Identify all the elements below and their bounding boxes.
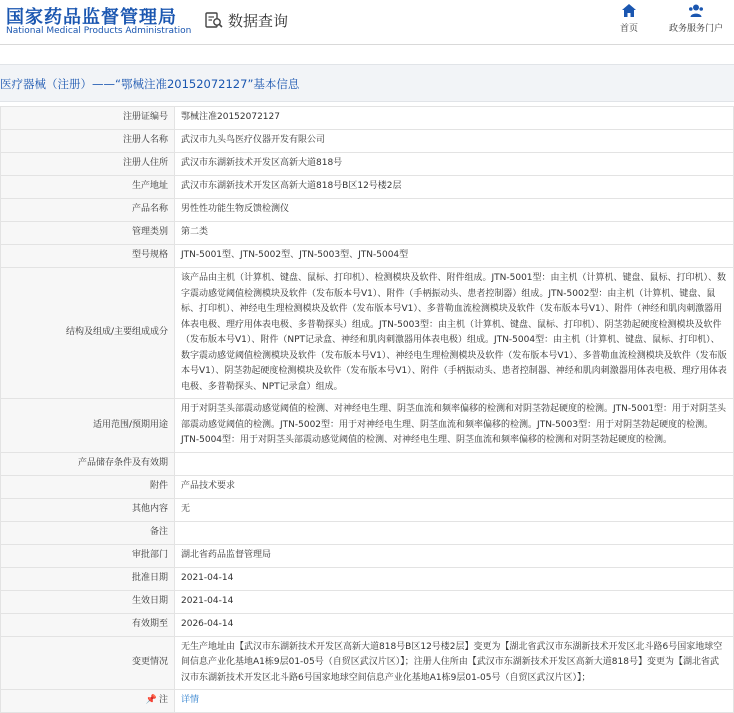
- row-label: 注册人住所: [1, 153, 175, 176]
- row-value: 武汉市东湖新技术开发区高新大道818号B区12号楼2层: [175, 176, 734, 199]
- pin-icon: 📌: [145, 695, 157, 706]
- nav-home[interactable]: [612, 4, 646, 34]
- row-value: 无: [175, 498, 734, 521]
- database-search-icon: [204, 10, 224, 30]
- row-label: 型号规格: [1, 245, 175, 268]
- row-value: 男性性功能生物反馈检测仪: [175, 199, 734, 222]
- table-row: [1, 498, 734, 521]
- row-label: 变更情况: [1, 636, 175, 690]
- table-row: [1, 222, 734, 245]
- page-title: 医疗器械（注册）——“鄂械注准20152072127”基本信息: [0, 77, 300, 91]
- nav-home-label: 首页: [619, 24, 638, 34]
- header-divider: [0, 44, 734, 45]
- row-value: [175, 521, 734, 544]
- row-label: 注册人名称: [1, 130, 175, 153]
- details-link[interactable]: 详情: [181, 695, 200, 706]
- row-value: 武汉市东湖新技术开发区高新大道818号: [175, 153, 734, 176]
- row-value: JTN-5001型、JTN-5002型、JTN-5003型、JTN-5004型: [175, 245, 734, 268]
- row-value: 湖北省药品监督管理局: [175, 544, 734, 567]
- logo-title[interactable]: 国家药品监督管理局: [6, 7, 177, 28]
- row-label: 审批部门: [1, 544, 175, 567]
- note-label: 注: [158, 695, 168, 706]
- table-row: [1, 567, 734, 590]
- nav-gov-portal[interactable]: [664, 4, 728, 34]
- home-icon: [622, 4, 636, 17]
- row-value: 2021-04-14: [175, 590, 734, 613]
- table-row: [1, 521, 734, 544]
- row-label: 注册证编号: [1, 107, 175, 130]
- table-row: [1, 690, 734, 713]
- table-row: [1, 130, 734, 153]
- row-value: 鄂械注准20152072127: [175, 107, 734, 130]
- row-value: 武汉市九头鸟医疗仪器开发有限公司: [175, 130, 734, 153]
- table-row: [1, 176, 734, 199]
- row-label: 生效日期: [1, 590, 175, 613]
- row-label: 结构及组成/主要组成成分: [1, 268, 175, 399]
- row-value: [175, 690, 734, 713]
- row-value: 无生产地址由【武汉市东湖新技术开发区高新大道818号B区12号楼2层】变更为【湖北省武汉市东湖新技术开发区北斗路6号国家地球空间信息产业化基地A1栋9层01-05号（自贸区武汉片区）】；注册人住所由【武汉市东湖新技术开发区高新大道818号】变更为【湖北省武汉市东湖新技术开发区北斗路6号国家地球空间信息产业化基地A1栋9层01-05号（自贸区武汉片区）】；: [175, 636, 734, 690]
- title-bar: [0, 64, 734, 102]
- row-value: 用于对阴茎头部震动感觉阈值的检测、对神经电生理、阴茎血流和频率偏移的检测和对阴茎勃起硬度的检测。JTN-5001型：用于对阴茎头部震动感觉阈值的检测。JTN-5002型：用于对神经电生理、阴茎血流和频率偏移的检测。JTN-5003型：用于对阴茎勃起硬度的检测。JTN-5004型：用于对阴茎头部震动感觉阈值的检测、对神经电生理、阴茎血流和频率偏移的检测和对阴茎勃起硬度的检测。: [175, 399, 734, 453]
- site-header: [0, 0, 734, 44]
- row-value: 产品技术要求: [175, 475, 734, 498]
- table-row: [1, 544, 734, 567]
- row-value: 2021-04-14: [175, 567, 734, 590]
- nav-gov-label: 政务服务门户: [668, 24, 723, 34]
- user-group-icon: [688, 4, 704, 17]
- row-label: 批准日期: [1, 567, 175, 590]
- table-row: [1, 245, 734, 268]
- row-label: 生产地址: [1, 176, 175, 199]
- row-label: 产品名称: [1, 199, 175, 222]
- table-row: [1, 399, 734, 453]
- table-row: [1, 590, 734, 613]
- table-row: [1, 613, 734, 636]
- table-row: [1, 199, 734, 222]
- row-label: 有效期至: [1, 613, 175, 636]
- row-value: 第二类: [175, 222, 734, 245]
- row-label: 附件: [1, 475, 175, 498]
- table-row: [1, 153, 734, 176]
- row-label: 备注: [1, 521, 175, 544]
- row-value: [175, 452, 734, 475]
- row-label: 适用范围/预期用途: [1, 399, 175, 453]
- row-label: [1, 690, 175, 713]
- table-row: [1, 268, 734, 399]
- row-value: 该产品由主机（计算机、键盘、鼠标、打印机）、检测模块及软件、附件组成。JTN-5001型：由主机（计算机、键盘、鼠标、打印机）、数字震动感觉阈值检测模块及软件（发布版本号V1）、附件（手柄振动头、患者控制器）组成。JTN-5002型：由主机（计算机、键盘、鼠标、打印机）、神经电生理检测模块及软件（发布版本号V1）、多普勒血流检测模块及软件（发布版本号V1）、附件（神经和肌肉刺激器用体表电极、理疗用体表电极、多普勒探头）组成。JTN-5003型：由主机（计算机、键盘、鼠标、打印机）、阴茎勃起硬度检测模块及软件（发布版本号V1）、附件（NPT记录盒、神经和肌肉刺激器用体表电极）组成。JTN-5004型：由主机（计算机、键盘、鼠标、打印机）、数字震动感觉阈值检测模块及软件（发布版本号V1）、神经电生理检测模块及软件（发布版本号V1）、多普勒血流检测模块及软件（发布版本号V1）、阴茎勃起硬度检测模块及软件（发布版本号V1）、附件（手柄振动头、患者控制器、神经和肌肉刺激器用体表电极、理疗用体表电极、多普勒探头、NPT记录盒）组成。: [175, 268, 734, 399]
- detail-table: [0, 106, 734, 713]
- section-title: 数据查询: [228, 12, 289, 30]
- row-label: 产品储存条件及有效期: [1, 452, 175, 475]
- row-value: 2026-04-14: [175, 613, 734, 636]
- table-row: [1, 636, 734, 690]
- row-label: 管理类别: [1, 222, 175, 245]
- table-row: [1, 452, 734, 475]
- table-row: [1, 475, 734, 498]
- row-label: 其他内容: [1, 498, 175, 521]
- table-row: [1, 107, 734, 130]
- logo-subtitle[interactable]: National Medical Products Administration: [6, 26, 192, 36]
